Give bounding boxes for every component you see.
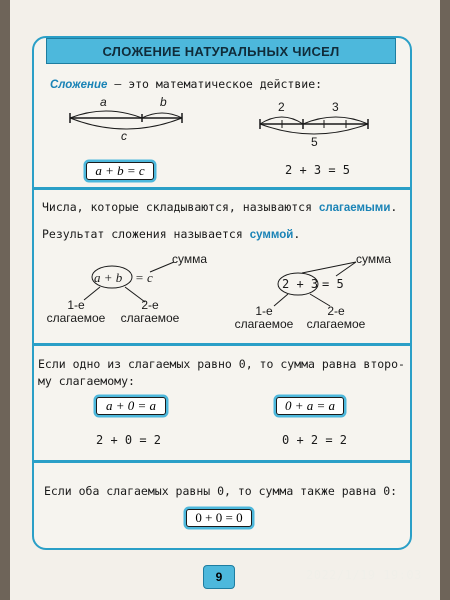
- parts-right-sum-label: сумма: [356, 252, 392, 266]
- addends-text: [42, 200, 397, 214]
- label-2: 2: [278, 100, 285, 114]
- formula-general: a + b = c: [86, 162, 154, 180]
- parts-right-result: = 5: [322, 277, 344, 291]
- zero-rule-line2: му слагаемому:: [38, 374, 135, 388]
- addends-text-pre: Числа, которые складываются, называются: [42, 200, 319, 214]
- formula-example: 2 + 3 = 5: [285, 163, 351, 177]
- parts-right-second-label: 2-е слагаемое: [306, 304, 366, 331]
- definition-term: Сложение: [50, 79, 108, 91]
- page-number: 9: [203, 565, 235, 589]
- label-b: b: [160, 95, 167, 109]
- label-c: c: [121, 129, 127, 143]
- label-3: 3: [332, 100, 339, 114]
- parts-left-sum-label: сумма: [172, 252, 208, 266]
- parts-left-expr: a + b: [94, 270, 123, 285]
- sum-term: суммой: [249, 229, 294, 241]
- sum-text: [42, 227, 300, 241]
- parts-left-second-label: 2-е слагаемое: [120, 298, 180, 325]
- segment-diagram-left: [70, 111, 182, 129]
- zero-rule-line1: Если одно из слагаемых равно 0, то сумма равна второ-: [38, 357, 405, 371]
- zero-example-left: 2 + 0 = 2: [96, 433, 162, 447]
- definition-rest: — это математическое действие:: [107, 77, 323, 91]
- section-divider: [32, 343, 412, 346]
- both-zero-formula: 0 + 0 = 0: [186, 509, 252, 527]
- parts-right-expr: 2 + 3: [282, 277, 319, 291]
- zero-example-right: 0 + 2 = 2: [282, 433, 348, 447]
- photo-timestamp: 2022/1/19 19:03: [306, 568, 422, 582]
- both-zero-text: Если оба слагаемых равны 0, то сумма также равна 0:: [44, 484, 398, 498]
- zero-formula-left: a + 0 = a: [96, 397, 166, 415]
- section-divider: [32, 187, 412, 190]
- addends-text-post: .: [390, 200, 398, 214]
- parts-left-first-label: 1-е слагаемое: [46, 298, 106, 325]
- sum-text-post: .: [293, 227, 301, 241]
- section-divider: [32, 460, 412, 463]
- label-5: 5: [311, 135, 318, 149]
- addends-term: слагаемыми: [318, 202, 391, 214]
- parts-right-first-label: 1-е слагаемое: [234, 304, 294, 331]
- zero-formula-right: 0 + a = a: [276, 397, 344, 415]
- sum-text-pre: Результат сложения называется: [42, 227, 250, 241]
- page-title: СЛОЖЕНИЕ НАТУРАЛЬНЫХ ЧИСЕЛ: [46, 38, 396, 64]
- parts-left-result: = c: [135, 270, 153, 285]
- segment-diagram-right: [260, 117, 368, 134]
- label-a: a: [100, 95, 107, 109]
